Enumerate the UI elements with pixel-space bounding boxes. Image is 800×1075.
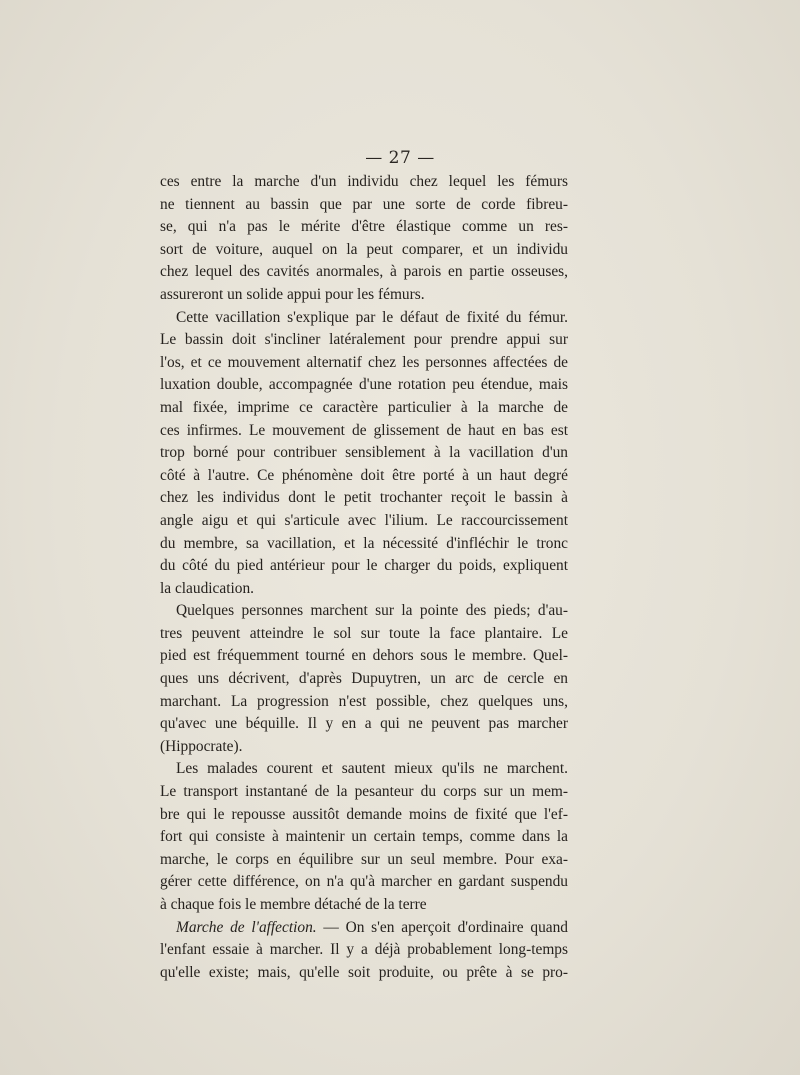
line-text: qu'avec une béquille. Il y en a qui ne peuvent pas marcher [160, 715, 568, 733]
text-line [160, 465, 568, 488]
line-text: angle aigu et qui s'articule avec l'ilium. Le raccourcissement [160, 511, 568, 529]
text-line [160, 804, 568, 827]
line-text: ces entre la marche d'un individu chez lequel les fémurs [160, 173, 568, 190]
text-line [160, 781, 568, 804]
text-line [160, 623, 568, 646]
line-text: la claudication. [160, 579, 255, 597]
line-text: chez les individus dont le petit trochanter reçoit le bassin à [160, 489, 568, 507]
line-text: se, qui n'a pas le mérite d'être élastique comme un res- [160, 218, 568, 236]
line-text: luxation double, accompagnée d'une rotation peu étendue, mais [160, 376, 568, 394]
line-text: ques uns décrivent, d'après Dupuytren, un arc de cercle en [160, 670, 568, 688]
text-line [160, 216, 568, 239]
line-text: Les malades courent et sautent mieux qu'ils ne marchent. [176, 760, 568, 778]
text-line [160, 962, 568, 985]
line-text: ne tiennent au bassin que par une sorte de corde fibreu- [160, 195, 568, 213]
text-line [160, 533, 568, 556]
section-heading: Marche de l'affection. [176, 918, 317, 936]
line-text: bre qui le repousse aussitôt demande moins de fixité que l'ef- [160, 805, 568, 823]
line-text: marchant. La progression n'est possible, chez quelques uns, [160, 692, 568, 710]
line-text: gérer cette différence, on n'a qu'à marcher en gardant suspendu [160, 873, 568, 891]
text-line [160, 758, 568, 781]
text-line [160, 487, 568, 510]
text-line [160, 826, 568, 849]
text-line [160, 510, 568, 533]
text-line [160, 284, 568, 307]
line-text: — On s'en aperçoit d'ordinaire quand [316, 918, 568, 936]
text-line [160, 555, 568, 578]
text-line [160, 420, 568, 443]
line-text: du côté du pied antérieur pour le charger du poids, expliquent [160, 557, 568, 575]
text-line [160, 239, 568, 262]
text-line [160, 736, 568, 759]
line-text: sort de voiture, auquel on la peut comparer, et un individu [160, 240, 568, 258]
text-line [160, 261, 568, 284]
line-text: côté à l'autre. Ce phénomène doit être porté à un haut degré [160, 466, 568, 484]
line-text: qu'elle existe; mais, qu'elle soit produite, ou prête à se pro- [160, 963, 568, 981]
line-text: à chaque fois le membre détaché de la terre [160, 896, 427, 913]
line-text: Le transport instantané de la pesanteur du corps sur un mem- [160, 783, 568, 801]
line-text: marche, le corps en équilibre sur un seul membre. Pour exa- [160, 850, 568, 868]
line-text: ces infirmes. Le mouvement de glissement de haut en bas est [160, 421, 568, 439]
text-line [160, 849, 568, 872]
text-line [160, 713, 568, 736]
body-text [160, 171, 568, 984]
text-line [160, 352, 568, 375]
line-text: Quelques personnes marchent sur la pointe des pieds; d'au- [176, 602, 568, 620]
line-text: trop borné pour contribuer sensiblement à la vacillation d'un [160, 444, 568, 462]
line-text: fort qui consiste à maintenir un certain temps, comme dans la [160, 828, 568, 846]
text-line [160, 194, 568, 217]
line-text: Le bassin doit s'incliner latéralement pour prendre appui sur [160, 331, 568, 349]
text-line [160, 397, 568, 420]
line-text: l'os, et ce mouvement alternatif chez les personnes affectées de [160, 353, 568, 371]
line-text: (Hippocrate). [160, 737, 243, 755]
text-line [160, 917, 568, 940]
line-text: pied est fréquemment tourné en dehors sous le membre. Quel- [160, 647, 568, 665]
text-line [160, 894, 568, 917]
text-line [160, 307, 568, 330]
text-line [160, 374, 568, 397]
page-number: — 27 — [365, 148, 435, 168]
text-line [160, 329, 568, 352]
text-line [160, 171, 568, 194]
line-text: tres peuvent atteindre le sol sur toute la face plantaire. Le [160, 624, 568, 642]
text-line [160, 645, 568, 668]
line-text: Cette vacillation s'explique par le défaut de fixité du fémur. [176, 308, 568, 326]
line-text: du membre, sa vacillation, et la nécessité d'infléchir le tronc [160, 534, 568, 552]
text-line [160, 691, 568, 714]
text-line [160, 600, 568, 623]
line-text: assureront un solide appui pour les fémurs. [160, 285, 425, 303]
line-text: chez lequel des cavités anormales, à parois en partie osseuses, [160, 263, 568, 281]
text-line [160, 442, 568, 465]
line-text: l'enfant essaie à marcher. Il y a déjà probablement long-temps [160, 941, 568, 959]
text-line [160, 871, 568, 894]
text-line [160, 668, 568, 691]
text-line [160, 939, 568, 962]
line-text: mal fixée, imprime ce caractère particulier à la marche de [160, 398, 568, 416]
text-line [160, 578, 568, 601]
